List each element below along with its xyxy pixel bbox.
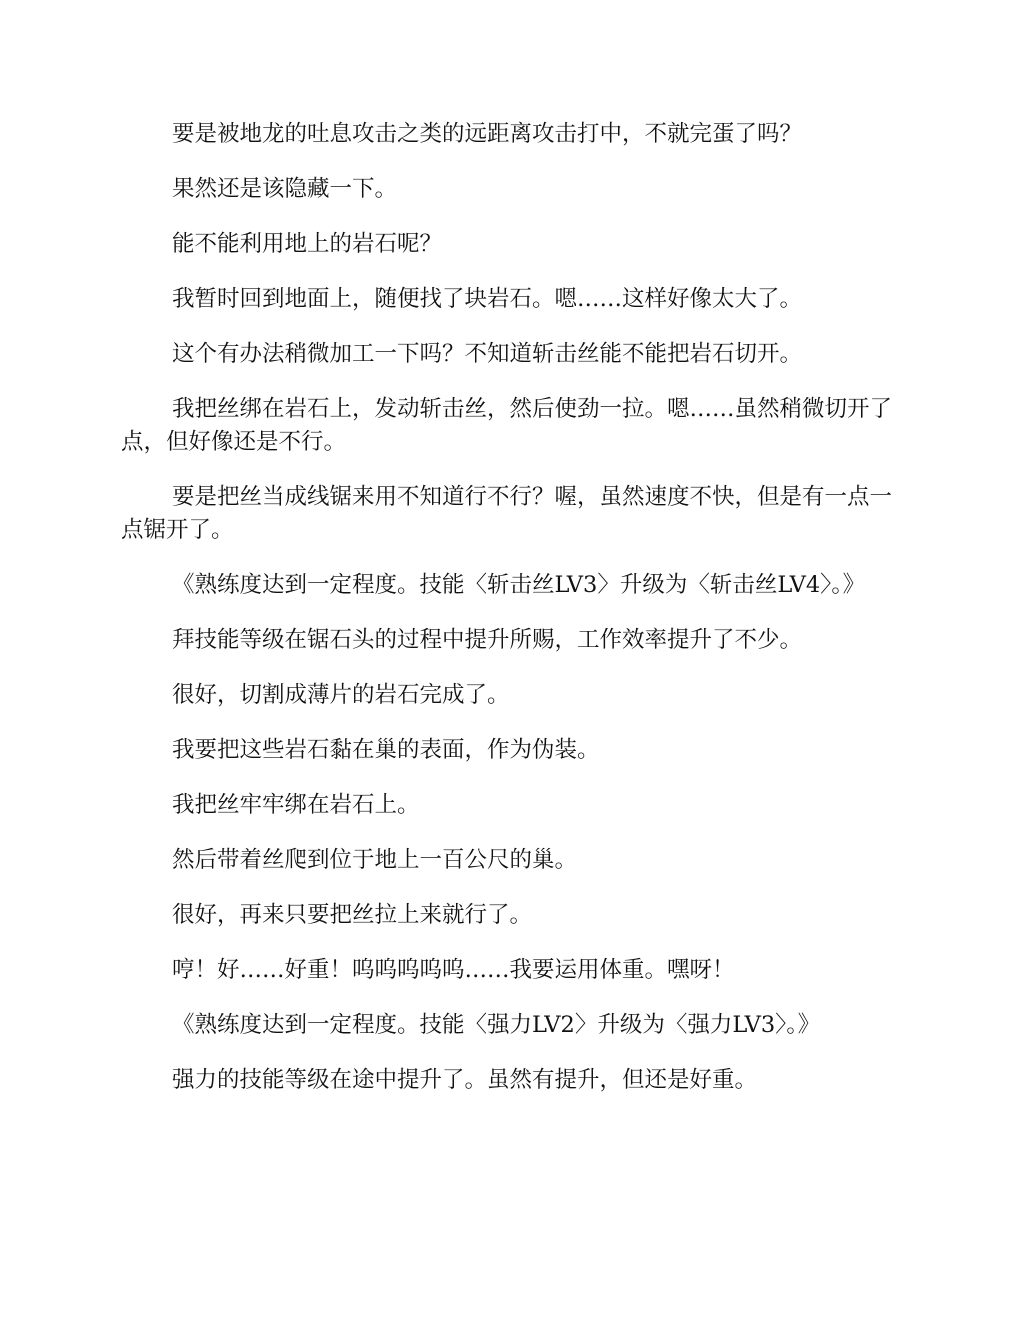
- document-body: [121, 118, 901, 1119]
- paragraph: 我暂时回到地面上，随便找了块岩石。嗯……这样好像太大了。: [172, 286, 803, 312]
- paragraph: 要是把丝当成线锯来用不知道行不行？喔，虽然速度不快，但是有一点一点锯开了。: [121, 484, 893, 543]
- paragraph: 哼！好……好重！呜呜呜呜呜……我要运用体重。嘿呀！: [172, 957, 735, 983]
- paragraph: 要是被地龙的吐息攻击之类的远距离攻击打中，不就完蛋了吗？: [172, 121, 803, 147]
- paragraph: 果然还是该隐藏一下。: [172, 176, 398, 202]
- paragraph: 很好，切割成薄片的岩石完成了。: [172, 682, 510, 708]
- paragraph: 然后带着丝爬到位于地上一百公尺的巢。: [172, 847, 578, 873]
- paragraph: 能不能利用地上的岩石呢？: [172, 231, 443, 257]
- paragraph: 我要把这些岩石黏在巢的表面，作为伪装。: [172, 737, 600, 763]
- paragraph: 强力的技能等级在途中提升了。虽然有提升，但还是好重。: [172, 1067, 758, 1093]
- paragraph: 我把丝绑在岩石上，发动斩击丝，然后使劲一拉。嗯……虽然稍微切开了点，但好像还是不行。: [121, 396, 893, 455]
- paragraph: 我把丝牢牢绑在岩石上。: [172, 792, 420, 818]
- paragraph: 很好，再来只要把丝拉上来就行了。: [172, 902, 533, 928]
- system-message: 《熟练度达到一定程度。技能〈斩击丝LV3〉升级为〈斩击丝LV4〉。》: [172, 572, 866, 598]
- system-message: 《熟练度达到一定程度。技能〈强力LV2〉升级为〈强力LV3〉。》: [172, 1012, 821, 1038]
- paragraph: 拜技能等级在锯石头的过程中提升所赐，工作效率提升了不少。: [172, 627, 803, 653]
- paragraph: 这个有办法稍微加工一下吗？不知道斩击丝能不能把岩石切开。: [172, 341, 803, 367]
